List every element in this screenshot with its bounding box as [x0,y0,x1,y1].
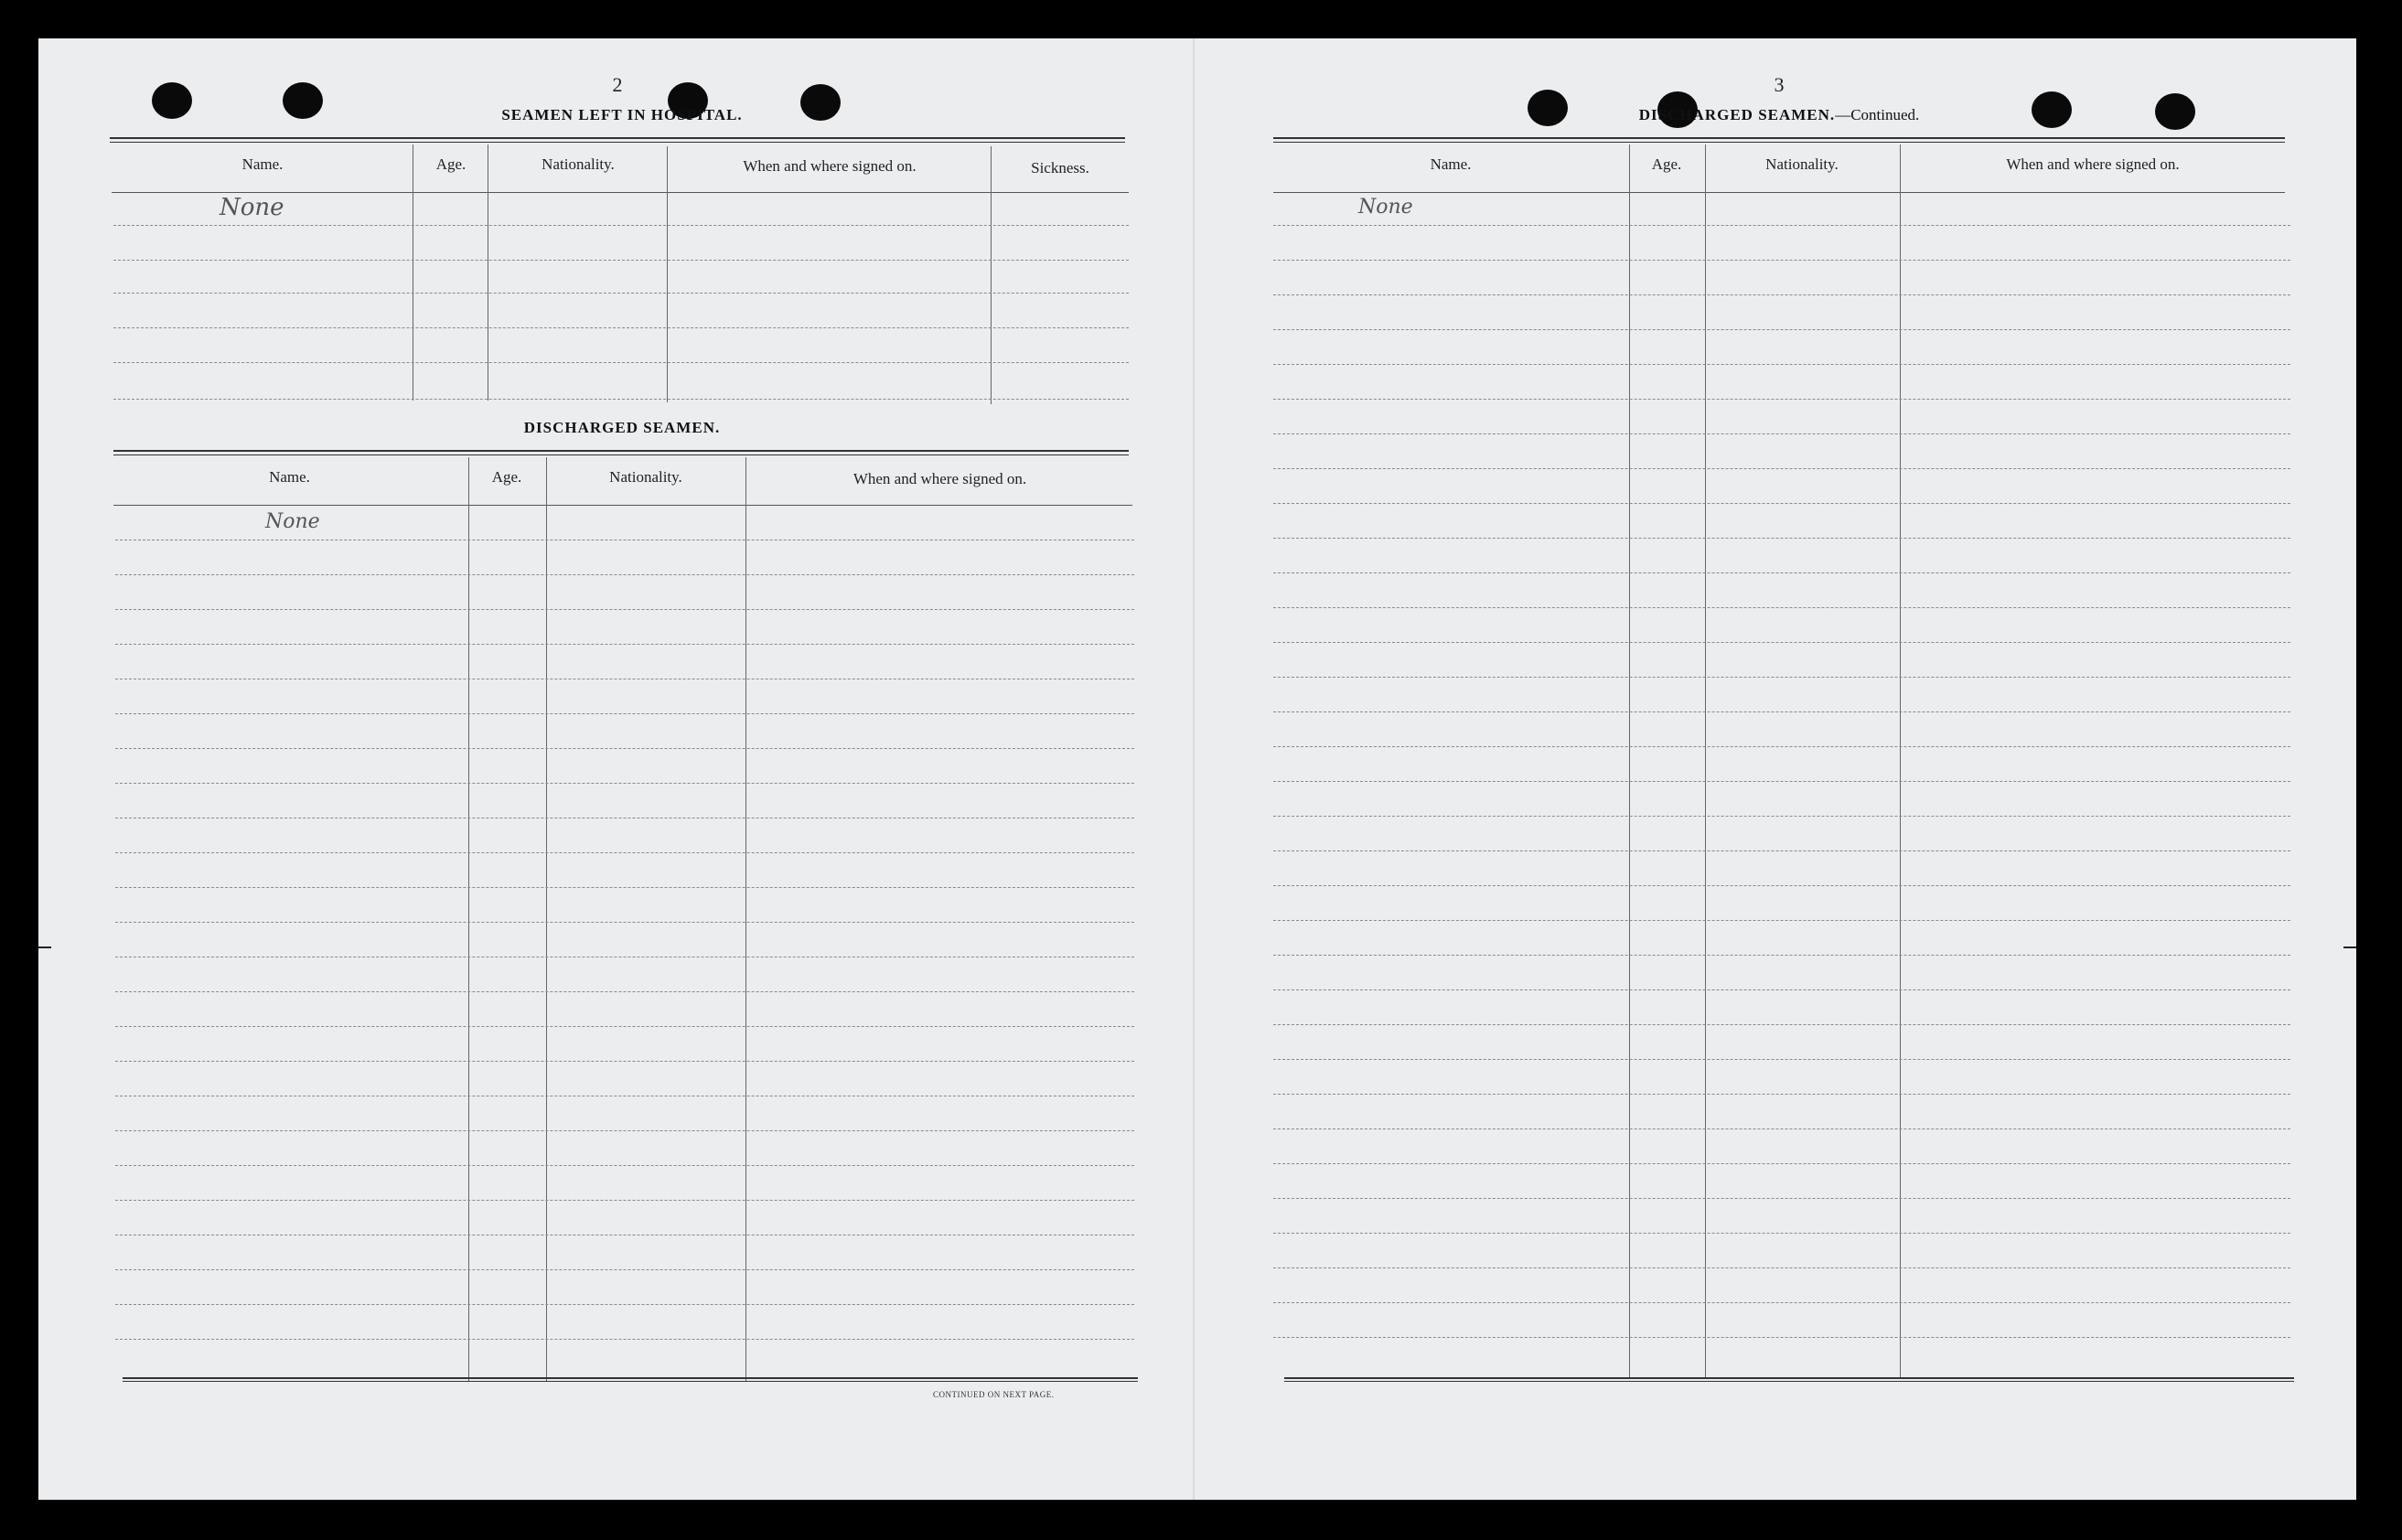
entry-line [1273,746,2290,747]
entry-line [1273,225,2290,226]
entry-line [1273,955,2290,956]
entry-line [115,713,1134,714]
right-section-title [1582,106,1976,124]
hospital-col-sickness: Sickness. [1031,159,1089,176]
entry-line [1273,1267,2290,1268]
right-title-suffix: —Continued. [1835,106,1920,123]
entry-line [115,1061,1134,1062]
punch-hole [1528,90,1568,126]
punch-hole [283,82,323,119]
discharged-divider [546,457,547,1381]
entry-line [1273,364,2290,365]
discharged-col-nationality: Nationality. [609,468,682,486]
entry-line [113,225,1129,226]
entry-line [1273,1024,2290,1025]
entry-line [115,991,1134,992]
entry-line [1273,920,2290,921]
entry-line [1273,1128,2290,1129]
entry-line [1273,294,2290,295]
entry-line [1273,399,2290,400]
entry-line [1273,538,2290,539]
entry-line [115,574,1134,575]
entry-line [1273,1059,2290,1060]
entry-line [113,260,1129,261]
hospital-col-nationality: Nationality. [542,155,615,173]
entry-line [1273,989,2290,990]
continued-note: CONTINUED ON NEXT PAGE. [933,1390,1055,1399]
entry-line [1273,468,2290,469]
entry-line [1273,711,2290,712]
entry-line [115,1165,1134,1166]
right-title-main: DISCHARGED SEAMEN. [1638,106,1836,123]
entry-line [1273,433,2290,434]
hospital-header-rule [110,137,1125,143]
left-bottom-rule [123,1377,1138,1382]
hospital-header-underline [112,192,1129,193]
page-crease [1193,38,1195,1500]
entry-line [1273,816,2290,817]
entry-line [1273,1198,2290,1199]
entry-line [1273,1233,2290,1234]
ledger-sheet [38,38,2356,1500]
discharged-divider [468,457,469,1381]
punch-hole [2032,91,2072,128]
entry-line [115,1200,1134,1201]
entry-line [115,1026,1134,1027]
entry-line [115,609,1134,610]
entry-line [115,887,1134,888]
entry-line [115,1130,1134,1131]
right-col-name: Name. [1430,155,1472,173]
hospital-col-age: Age. [435,155,466,173]
entry-line [1273,677,2290,678]
entry-line [115,922,1134,923]
right-col-age: Age. [1651,155,1682,173]
entry-line [113,327,1129,328]
right-header-underline [1273,192,2285,193]
punch-hole [2155,93,2195,130]
page-number: 3 [1774,73,1785,96]
entry-line [115,1304,1134,1305]
discharged-col-name: Name. [269,468,310,486]
punch-hole [152,82,192,119]
hospital-col-signed-on: When and where signed on. [743,157,917,175]
discharged-divider [745,457,746,1381]
entry-line [115,748,1134,749]
edge-notch [38,946,51,948]
entry-line [1273,1094,2290,1095]
right-entry-name: None [1358,196,1413,219]
entry-line [115,644,1134,645]
entry-line [1273,329,2290,330]
edge-notch [2343,946,2356,948]
page-number: 2 [612,73,623,96]
entry-line [1273,503,2290,504]
hospital-divider [667,146,668,402]
hospital-divider [991,146,992,404]
hospital-col-name: Name. [241,155,284,173]
entry-line [1273,1163,2290,1164]
entry-line [1273,572,2290,573]
discharged-col-age: Age. [491,468,522,486]
entry-line [113,399,1129,400]
entry-line [115,1269,1134,1270]
right-col-nationality: Nationality. [1765,155,1839,173]
right-col-signed-on: When and where signed on. [2006,155,2180,173]
entry-line [1273,607,2290,608]
hospital-entry-name: None [220,194,284,221]
entry-line [1273,885,2290,886]
entry-line [113,362,1129,363]
entry-line [1273,850,2290,851]
discharged-entry-name: None [265,510,320,533]
right-bottom-rule [1284,1377,2294,1382]
discharged-header-underline [113,505,1132,506]
entry-line [1273,642,2290,643]
discharged-section-title: DISCHARGED SEAMEN. [523,419,721,436]
entry-line [115,783,1134,784]
discharged-col-signed-on: When and where signed on. [852,470,1027,487]
right-header-rule [1273,137,2285,143]
entry-line [115,1339,1134,1340]
discharged-header-rule [113,450,1129,455]
entry-line [113,293,1129,294]
entry-line [1273,1302,2290,1303]
hospital-section-title: SEAMEN LEFT IN HOSPITAL. [501,106,743,123]
entry-line [1273,1337,2290,1338]
entry-line [115,852,1134,853]
entry-line [1273,781,2290,782]
entry-line [1273,260,2290,261]
